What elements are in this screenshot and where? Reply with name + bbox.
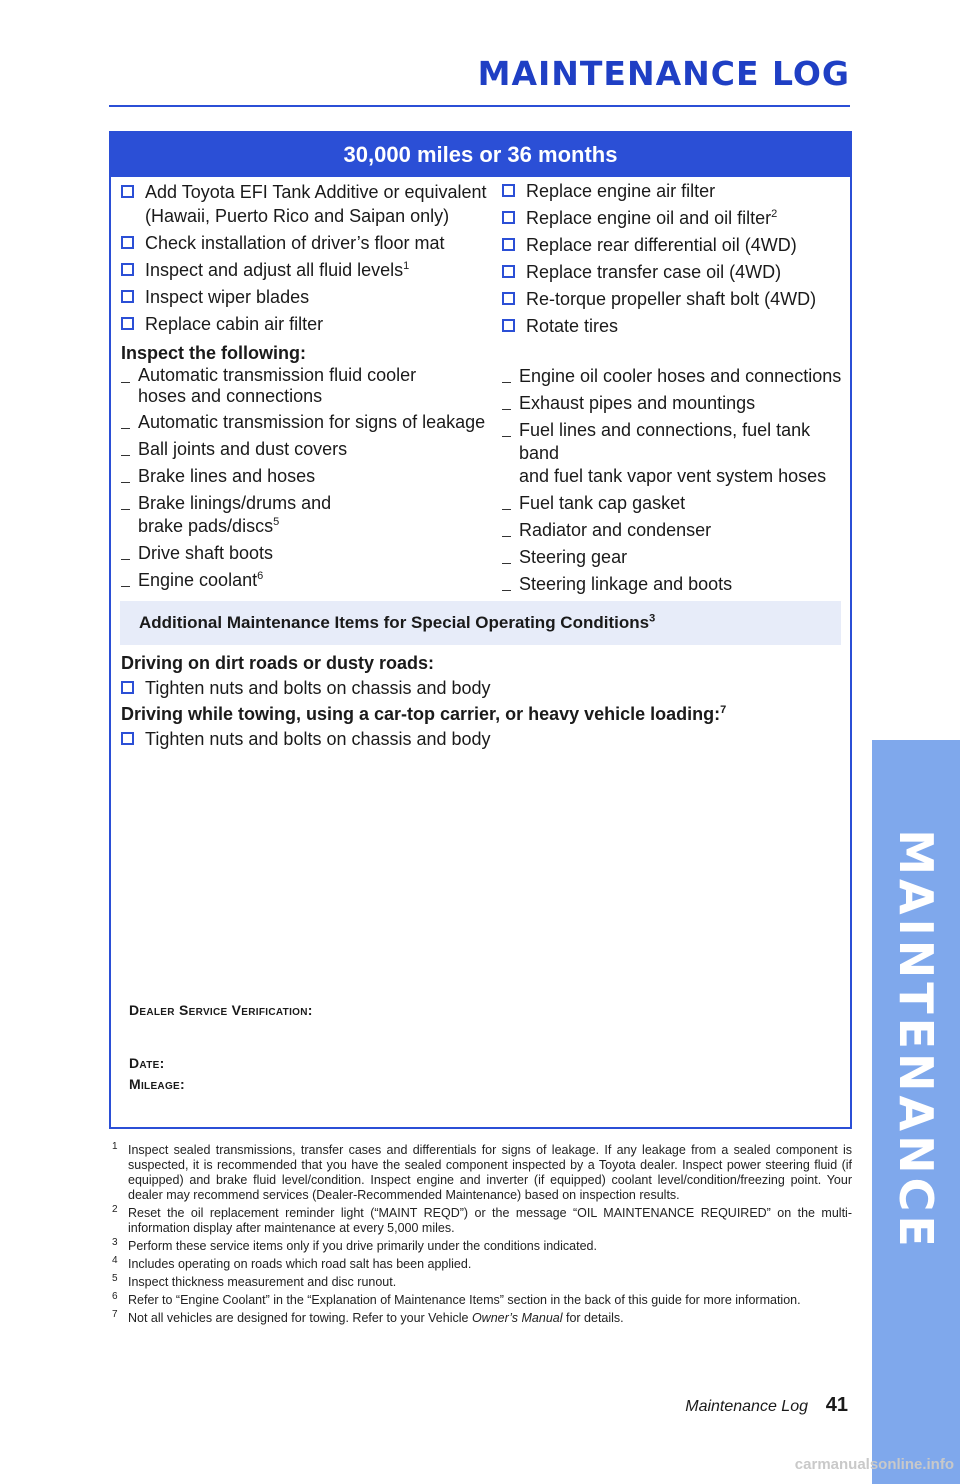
inspect-item: Engine oil cooler hoses and connections [502, 365, 847, 388]
dash-bullet [502, 509, 511, 510]
checklist-item[interactable]: Inspect and adjust all fluid levels$^1$ [121, 258, 491, 282]
dash-bullet [502, 590, 511, 591]
towing-heading: Driving while towing, using a car-top carrier, or heavy vehicle loading:$^7$ [121, 704, 727, 724]
dash-bullet [121, 509, 130, 510]
dash-bullet [502, 536, 511, 537]
inspect-item: Drive shaft boots [121, 542, 491, 565]
inspect-item: Radiator and condenser [502, 519, 847, 542]
checkbox[interactable] [121, 732, 134, 745]
checkbox[interactable] [502, 238, 515, 251]
dash-bullet [121, 482, 130, 483]
additional-items-heading: Additional Maintenance Items for Special Operating Conditions$^3$ [139, 612, 656, 632]
dash-bullet [121, 455, 130, 456]
footnote: 4 Includes operating on roads which road salt has been applied. [112, 1255, 472, 1271]
checklist-item[interactable]: Replace transfer case oil (4WD) [502, 260, 847, 284]
checkbox[interactable] [121, 290, 134, 303]
inspect-item: Brake linings/drums and brake pads/discs$^5$ [121, 492, 491, 538]
checkbox[interactable] [121, 681, 134, 694]
inspect-heading: Inspect the following: [121, 343, 306, 363]
inspect-item: Steering gear [502, 546, 847, 569]
checklist-item[interactable]: Replace engine oil and oil filter$^2$ [502, 206, 847, 230]
dusty-roads-heading: Driving on dirt roads or dusty roads: [121, 653, 435, 673]
checklist-item[interactable]: Rotate tires [502, 314, 847, 338]
maintenance-box [109, 131, 852, 1129]
checkbox[interactable] [502, 292, 515, 305]
dash-bullet [502, 436, 511, 437]
date-label: Date: [129, 1055, 165, 1071]
checklist-item[interactable]: Add Toyota EFI Tank Additive or equivalent (Hawaii, Puerto Rico and Saipan only) [121, 180, 491, 228]
checkbox[interactable] [121, 317, 134, 330]
towing-list [121, 727, 821, 754]
inspect-item: Engine coolant$^6$ [121, 569, 491, 592]
checklist-item[interactable]: Re-torque propeller shaft bolt (4WD) [502, 287, 847, 311]
checklist-item[interactable]: Tighten nuts and bolts on chassis and body [121, 676, 821, 700]
watermark: carmanualsonline.info [794, 1456, 954, 1473]
dash-bullet [121, 559, 130, 560]
checklist-item[interactable]: Check installation of driver’s floor mat [121, 231, 491, 255]
additional-items-band [120, 601, 841, 645]
inspect-item: Automatic transmission fluid cooler hoses and connections [121, 365, 491, 407]
interval-header: 30,000 miles or 36 months [111, 133, 850, 177]
footnotes [112, 1143, 852, 1329]
checkbox[interactable] [502, 265, 515, 278]
footnote: 1 Inspect sealed transmissions, transfer cases and differentials for signs of leakage. If any leakage from a sealed component is suspected, it is recommended that you have the sealed component inspected by a Toyota dealer. Inspect power steering fluid (if equipped) and brake fluid level/condition. Inspect engine and inverter (if equipped) coolant level/condition/freezing point. Your dealer may recommend services (Dealer-Recommended Maintenance) based on inspection results. [112, 1141, 852, 1202]
checklist-item[interactable]: Replace rear differential oil (4WD) [502, 233, 847, 257]
inspect-item: Ball joints and dust covers [121, 438, 491, 461]
checkbox[interactable] [502, 211, 515, 224]
inspect-item: Fuel tank cap gasket [502, 492, 847, 515]
inspect-list-right [502, 365, 847, 600]
checkbox[interactable] [121, 236, 134, 249]
title-divider [109, 105, 850, 107]
dash-bullet [121, 382, 130, 383]
checklist-item[interactable]: Tighten nuts and bolts on chassis and body [121, 727, 821, 751]
dash-bullet [121, 428, 130, 429]
footnote: 5 Inspect thickness measurement and disc runout. [112, 1273, 397, 1289]
checklist-item[interactable]: Replace cabin air filter [121, 312, 491, 336]
left-checklist [121, 180, 491, 339]
checkbox[interactable] [121, 263, 134, 276]
dusty-roads-list [121, 676, 821, 703]
dash-bullet [502, 409, 511, 410]
inspect-list-left [121, 365, 491, 596]
dealer-verification-label: Dealer Service Verification: [129, 1002, 313, 1018]
page-title: MAINTENANCE LOG [477, 54, 850, 93]
page-number: 41 [825, 1394, 848, 1416]
footnote: 6 Refer to “Engine Coolant” in the “Explanation of Maintenance Items” section in the back of this guide for more information. [112, 1291, 801, 1307]
dash-bullet [502, 563, 511, 564]
inspect-item: Steering linkage and boots [502, 573, 847, 596]
dash-bullet [502, 382, 511, 383]
checkbox[interactable] [121, 185, 134, 198]
checkbox[interactable] [502, 184, 515, 197]
footnote: 7 Not all vehicles are designed for towing. Refer to your Vehicle Owner’s Manual for details. [112, 1309, 624, 1325]
right-checklist [502, 179, 847, 341]
footer-section-label: Maintenance Log [685, 1398, 808, 1415]
side-tab-label: MAINTENANCE [889, 829, 943, 1251]
mileage-label: Mileage: [129, 1076, 185, 1092]
footnote: 3 Perform these service items only if you drive primarily under the conditions indicated. [112, 1237, 597, 1253]
inspect-item: Automatic transmission for signs of leakage [121, 411, 491, 434]
footnote: 2 Reset the oil replacement reminder light (“MAINT REQD”) or the message “OIL MAINTENANCE REQUIRED” on the multi-information display after maintenance at every 5,000 miles. [112, 1204, 852, 1235]
dash-bullet [121, 586, 130, 587]
checklist-item[interactable]: Inspect wiper blades [121, 285, 491, 309]
inspect-item: Fuel lines and connections, fuel tank band and fuel tank vapor vent system hoses [502, 419, 847, 488]
side-tab [872, 740, 960, 1484]
inspect-item: Brake lines and hoses [121, 465, 491, 488]
inspect-item: Exhaust pipes and mountings [502, 392, 847, 415]
checklist-item[interactable]: Replace engine air filter [502, 179, 847, 203]
checkbox[interactable] [502, 319, 515, 332]
